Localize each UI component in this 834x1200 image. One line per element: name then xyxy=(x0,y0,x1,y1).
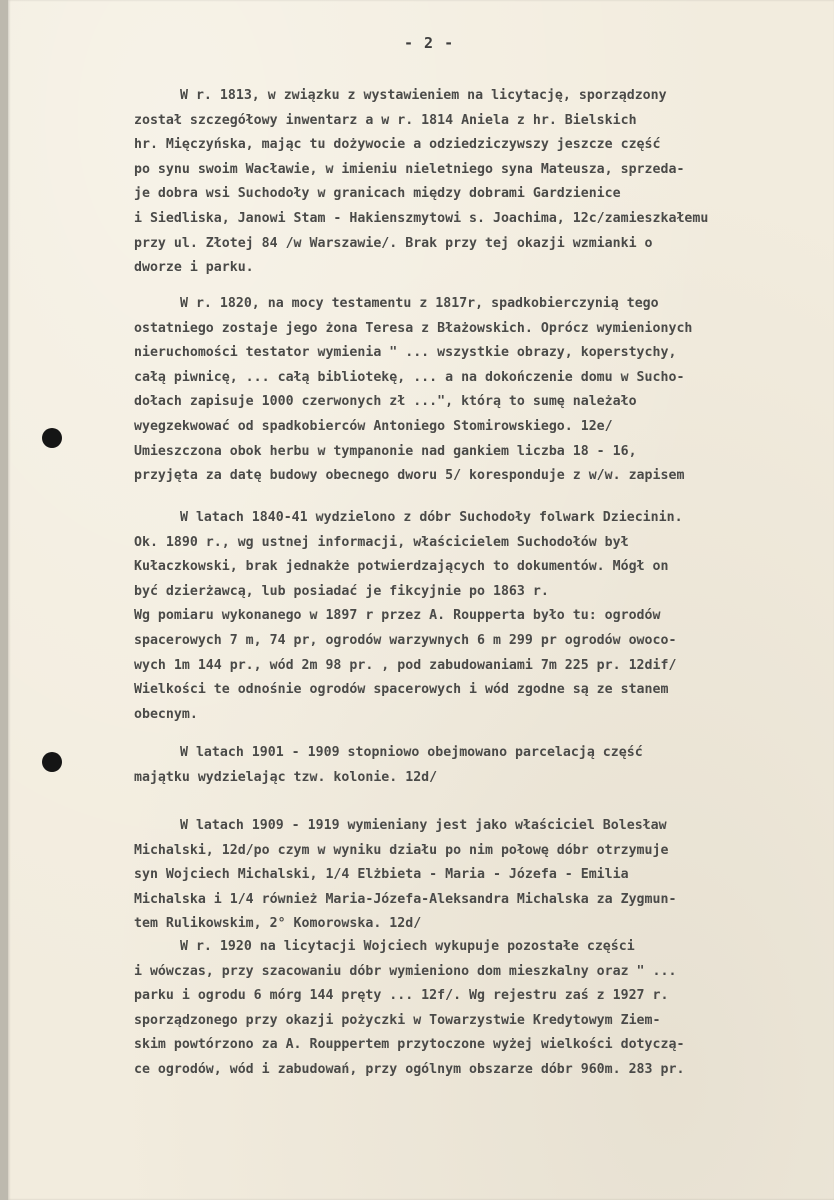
text-line: Kułaczkowski, brak jednakże potwierdzających to dokumentów. Mógł on xyxy=(134,559,669,575)
text-line: je dobra wsi Suchodoły w granicach między dobrami Gardzienice xyxy=(134,186,621,202)
text-line: Wielkości te odnośnie ogrodów spacerowych i wód zgodne są ze stanem xyxy=(134,682,669,698)
page-number: - 2 - xyxy=(404,34,455,52)
text-line: całą piwnicę, ... całą bibliotekę, ... a na dokończenie domu w Sucho- xyxy=(134,369,685,385)
text-line: Wg pomiaru wykonanego w 1897 r przez A. Rouppertа było tu: ogrodów xyxy=(134,608,661,624)
text-line: parku i ogrodu 6 mórg 144 pręty ... 12f/. Wg rejestru zaś z 1927 r. xyxy=(134,988,669,1004)
text-line: W latach 1840-41 wydzielono z dóbr Suchodoły folwark Dziecinin. xyxy=(180,510,683,525)
punch-hole-bottom xyxy=(42,752,62,772)
text-line: po synu swoim Wacławie, w imieniu nieletniego syna Mateusza, sprzeda- xyxy=(134,161,685,177)
text-line: skim powtórzono za A. Rouppertem przytoczone wyżej wielkości dotyczą- xyxy=(134,1037,685,1053)
text-line: W r. 1920 na licytacji Wojciech wykupuje pozostałe części xyxy=(180,939,635,954)
text-line: być dzierżawcą, lub posiadać je fikcyjnie po 1863 r. xyxy=(134,583,549,599)
text-line: przyjęta za datę budowy obecnego dworu 5/ koresponduje z w/w. zapisem xyxy=(134,468,685,484)
text-line: obecnym. xyxy=(134,706,198,722)
text-line: ostatniego zostaje jego żona Teresa z Błażowskich. Oprócz wymienionych xyxy=(134,320,693,336)
text-line: wych 1m 144 pr., wód 2m 98 pr. , pod zabudowaniami 7m 225 pr. 12dif/ xyxy=(134,657,677,673)
text-line: został szczegółowy inwentarz a w r. 1814 Aniela z hr. Bielskich xyxy=(134,112,637,128)
document-page xyxy=(8,0,834,1200)
text-line: Ok. 1890 r., wg ustnej informacji, właścicielem Suchodołów był xyxy=(134,534,629,550)
text-line: wyegzekwować od spadkobierców Antoniego Stomirowskiego. 12e/ xyxy=(134,418,613,434)
text-line: i Siedliska, Janowi Stam - Hakienszmytowi s. Joachima, 12c/zamieszkałemu xyxy=(134,210,709,226)
text-line: ce ogrodów, wód i zabudowań, przy ogólnym obszarze dóbr 960m. 283 pr. xyxy=(134,1061,685,1077)
text-line: Michalski, 12d/po czym w wyniku działu po nim połowę dóbr otrzymuje xyxy=(134,842,669,858)
text-line: przy ul. Złotej 84 /w Warszawie/. Brak przy tej okazji wzmianki o xyxy=(134,235,653,251)
paragraph-3 xyxy=(134,506,834,727)
text-line: W latach 1901 - 1909 stopniowo obejmowano parcelacją część xyxy=(180,745,643,760)
text-line: dołach zapisuje 1000 czerwonych zł ...", którą to sumę należało xyxy=(134,394,637,410)
text-line: syn Wojciech Michalski, 1/4 Elżbieta - Maria - Józefa - Emilia xyxy=(134,867,629,883)
text-line: majątku wydzielając tzw. kolonie. 12d/ xyxy=(134,769,438,785)
paragraph-5 xyxy=(134,814,834,937)
text-line: sporządzonego przy okazji pożyczki w Towarzystwie Kredytowym Ziem- xyxy=(134,1012,661,1028)
text-line: spacerowych 7 m, 74 pr, ogrodów warzywnych 6 m 299 pr ogrodów owoco- xyxy=(134,632,677,648)
text-line: W r. 1813, w związku z wystawieniem na licytację, sporządzony xyxy=(180,88,667,103)
text-line: hr. Mięczyńska, mając tu dożywocie a odziedziczywszy jeszcze część xyxy=(134,137,661,153)
text-line: W latach 1909 - 1919 wymieniany jest jako właściciel Bolesław xyxy=(180,818,667,833)
punch-hole-top xyxy=(42,428,62,448)
text-line: tem Rulikowskim, 2° Komorowska. 12d/ xyxy=(134,916,422,932)
text-line: i wówczas, przy szacowaniu dóbr wymieniono dom mieszkalny oraz " ... xyxy=(134,963,677,979)
text-line: dworze i parku. xyxy=(134,260,254,276)
text-line: Michalska i 1/4 również Maria-Józefa-Aleksandra Michalska za Zygmun- xyxy=(134,891,677,907)
paragraph-4 xyxy=(134,741,834,790)
paragraph-1 xyxy=(134,84,834,281)
paragraph-2 xyxy=(134,292,834,489)
text-line: Umieszczona obok herbu w tympanonie nad gankiem liczba 18 - 16, xyxy=(134,443,637,459)
text-line: W r. 1820, na mocy testamentu z 1817r, spadkobierczynią tego xyxy=(180,296,659,311)
text-line: nieruchomości testator wymienia " ... wszystkie obrazy, koperstychy, xyxy=(134,345,677,361)
paragraph-6 xyxy=(134,935,834,1083)
